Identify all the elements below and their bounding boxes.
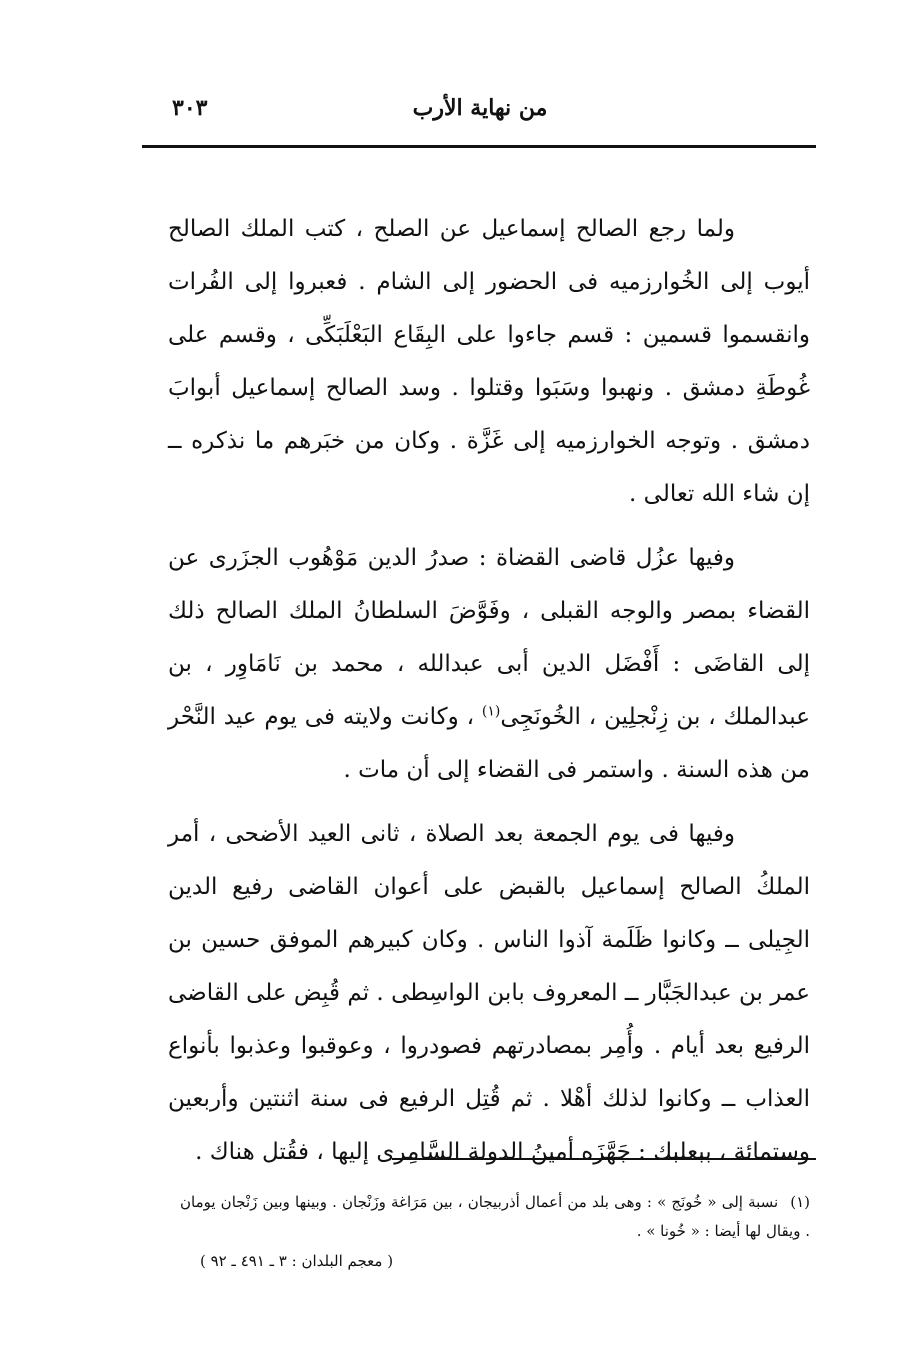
running-title: من نهاية الأرب [412,95,548,121]
page-header [150,95,810,135]
footnote-marker: (١) [790,1193,810,1211]
footnote-text: نسبة إلى « خُونَج » : وهى بلد من أعمال أذربيجان ، بين مَرَاغة وزَنْجان . وبينها وبين زَنْجان يومان . ويقال لها أيضا : « خُونا » . [180,1193,810,1240]
paragraph-2-text-before-ref: وفيها عزُل قاضى القضاة : صدرُ الدين مَوْهُوب الجزَرى عن القضاء بمصر والوجه القبلى ، وفَوَّضَ السلطانُ الملك الصالح ذلك إلى القاضَى : أَفْضَل الدين أبى عبدالله ، محمد بن نَامَاوِر ، بن عبدالملك ، بن زِنْجلِين ، الخُونَجِى [168,545,810,730]
paragraph-1: ولما رجع الصالح إسماعيل عن الصلح ، كتب الملك الصالح أيوب إلى الخُوارزميه فى الحضور إلى الشام . فعبروا إلى الفُرات وانقسموا قسمين : قسم جاءوا على البِقَاع البَعْلَبَكِّى ، وقسم على غُوطَةِ دمشق . ونهبوا وسَبَوا وقتلوا . وسد الصالح إسماعيل أبوابَ دمشق . وتوجه الخوارزميه إلى غَزَّة . وكان من خبَرهم ما نذكره ــ إن شاء الله تعالى . [168,216,810,507]
header-rule [142,145,816,148]
footnote-reference[interactable]: (١) [481,703,501,720]
footnote-rule [392,1158,816,1160]
footnote-source: ( معجم البلدان : ٣ ـ ٤٩١ ـ ٩٢ ) [200,1252,394,1270]
footnote [180,1188,810,1246]
paragraph-2-text-after-ref: ، وكانت ولايته فى يوم عيد النَّحْر من هذه السنة . واستمر فى القضاء إلى أن مات . [168,704,810,783]
body-text [168,203,810,1179]
paragraph-3: وفيها فى يوم الجمعة بعد الصلاة ، ثانى العيد الأضحى ، أمر الملكُ الصالح إسماعيل بالقبض على أعوان القاضى رفيع الدين الجِيلى ــ وكانوا ظَلَمة آذوا الناس . وكان كبيرهم الموفق حسين بن عمر بن عبدالجَبَّار ــ المعروف بابن الواسِطى . ثم قُبِض على القاضى الرفيع بعد أيام . وأُمِر بمصادرتهم فصودروا ، وعوقبوا وعذبوا بأنواع العذاب ــ وكانوا لذلك أهْلا . ثم قُتِل الرفيع فى سنة اثنتين وأربعين وستمائة ، ببعلبك : جَهَّزَه أمينُ الدولة السَّامِرى إليها ، فقُتل هناك . [168,821,810,1165]
paragraph-2 [168,532,810,797]
page-number: ٣٠٣ [172,95,208,121]
